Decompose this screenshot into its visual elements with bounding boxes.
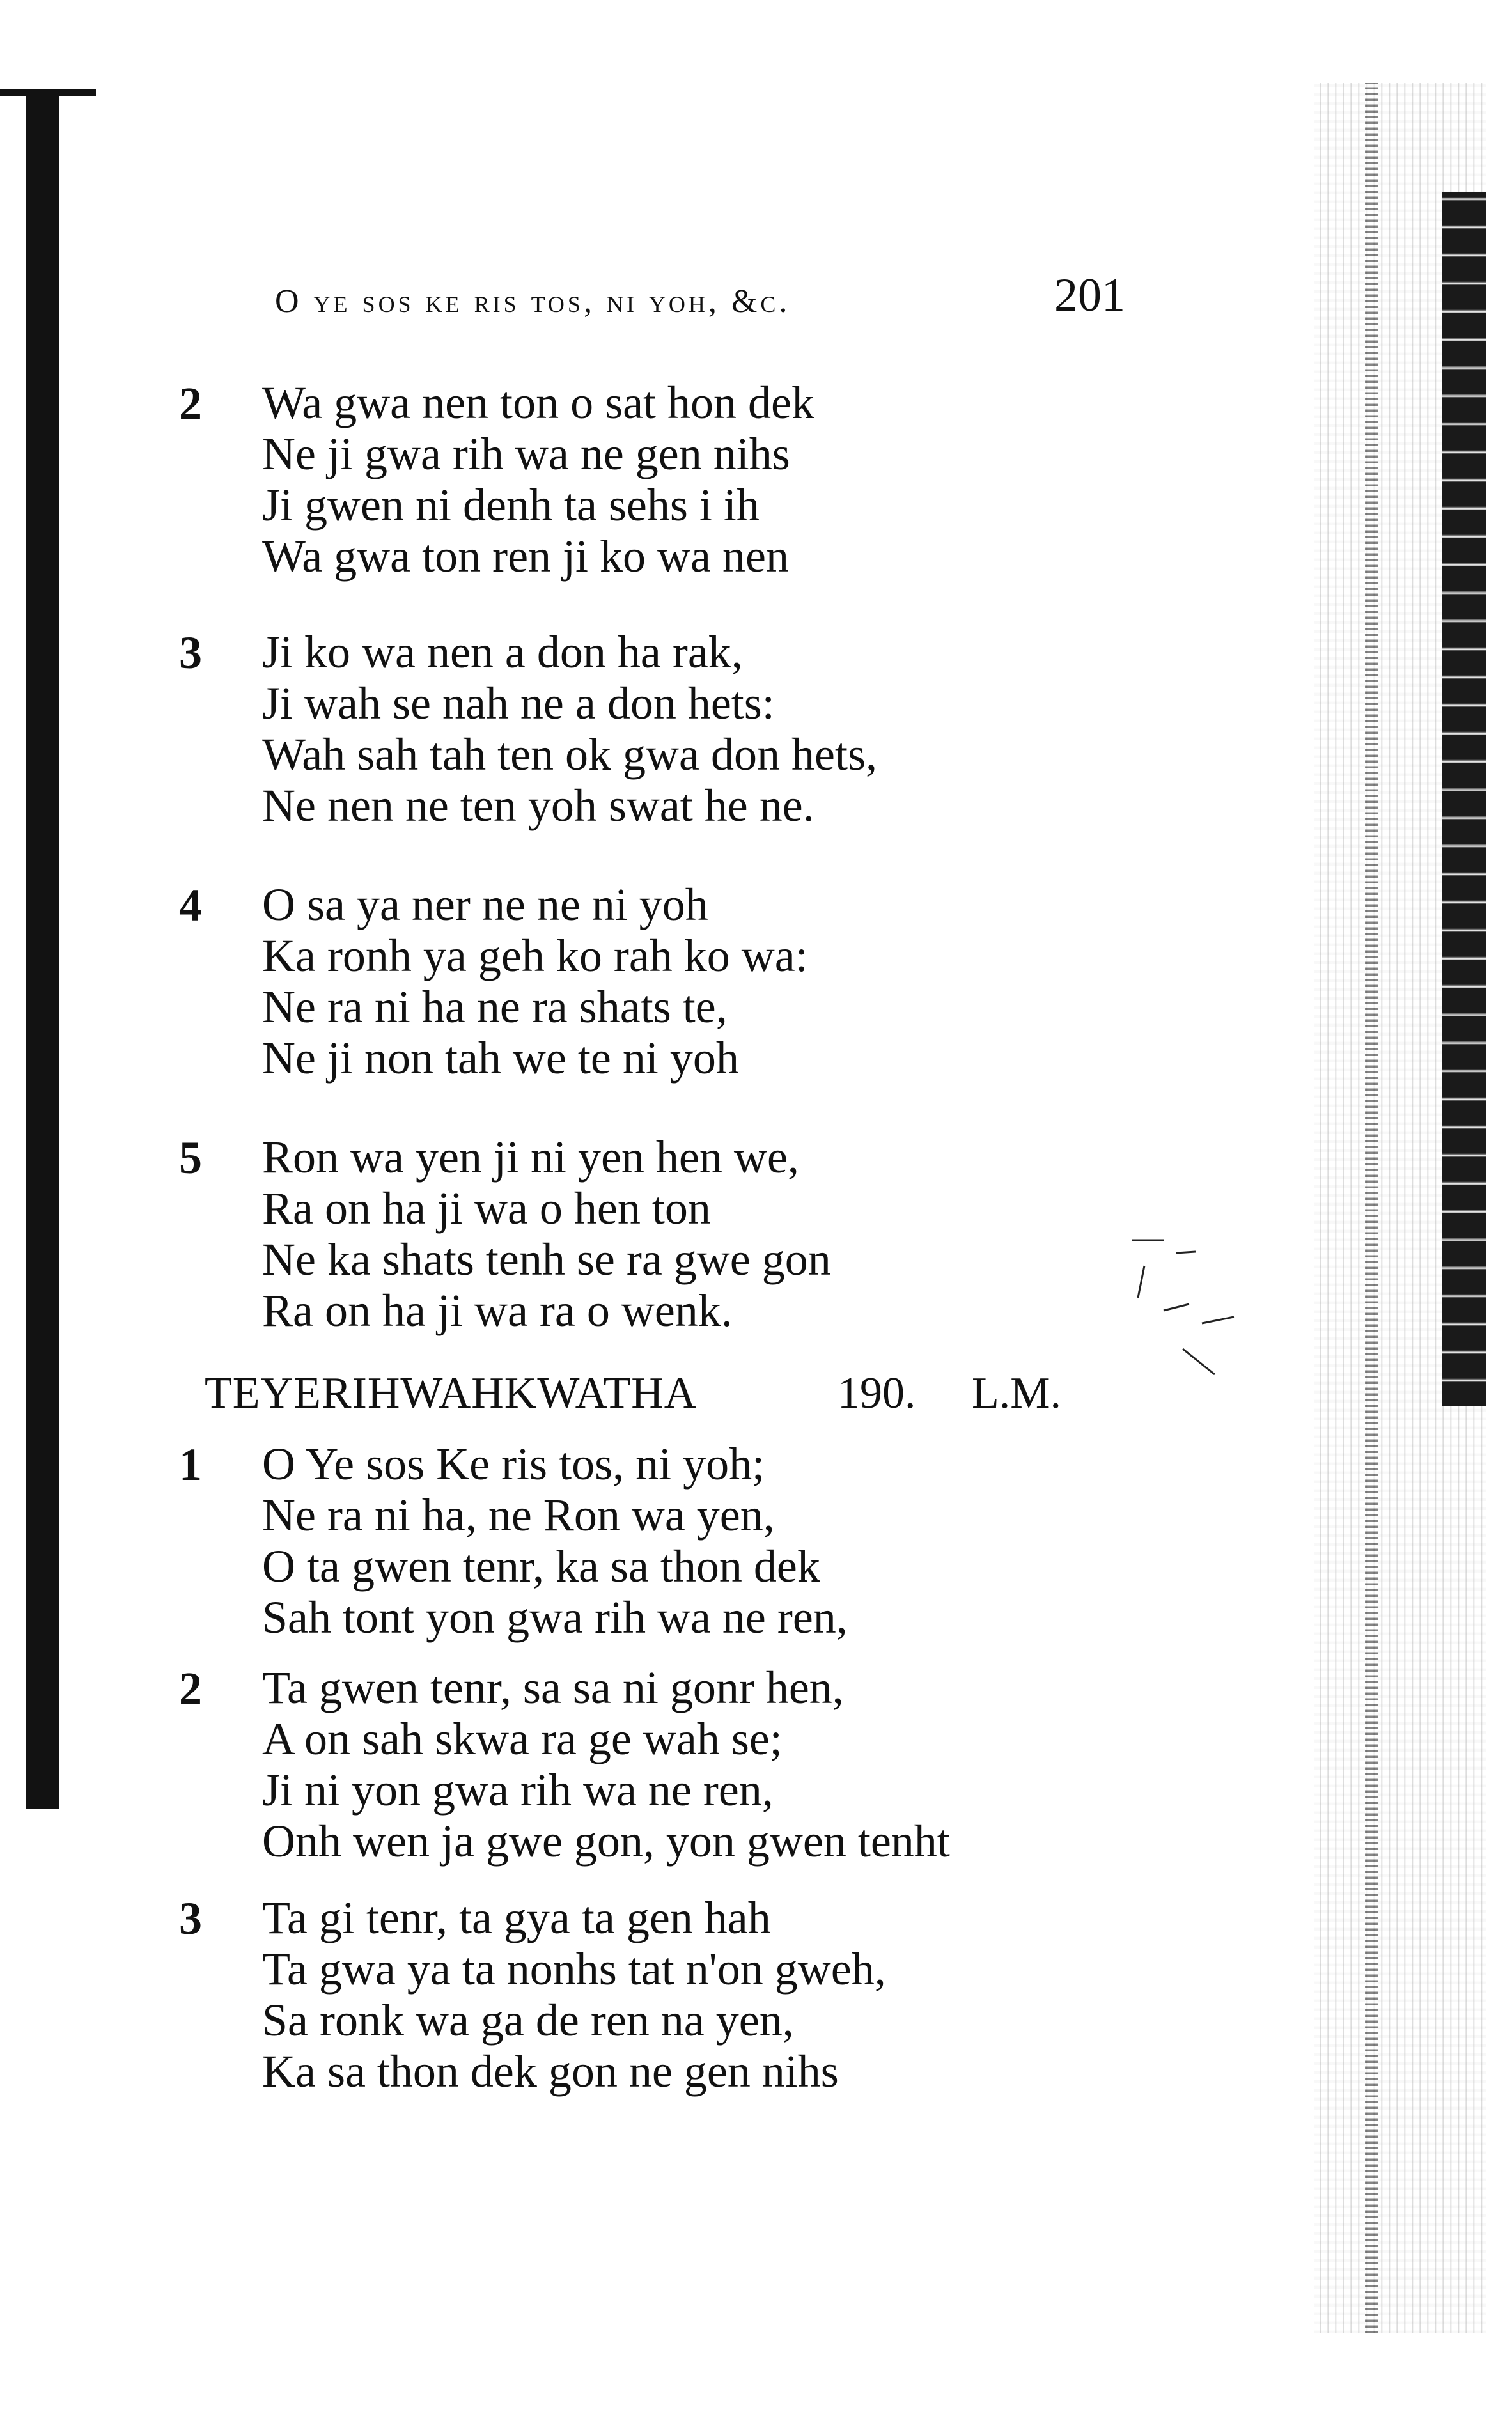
verse-line: Ta gi tenr, ta gya ta gen hah: [262, 1892, 771, 1943]
verse-line: Ra on ha ji wa ra o wenk.: [262, 1285, 733, 1336]
verse-line: Ji ko wa nen a don ha rak,: [262, 626, 743, 678]
verse-line: Ta gwen tenr, sa sa ni gonr hen,: [262, 1662, 844, 1713]
verse-line: Sa ronk wa ga de ren na yen,: [262, 1995, 794, 2046]
verse-line: Wa gwa ton ren ji ko wa nen: [262, 531, 789, 582]
verse-line: Sah tont yon gwa rih wa ne ren,: [262, 1592, 848, 1643]
verse-line: Ta gwa ya ta nonhs tat n'on gweh,: [262, 1943, 886, 1995]
verse-line: Ne ji gwa rih wa ne gen nihs: [262, 428, 790, 479]
verse-line: Onh wen ja gwe gon, yon gwen tenht: [262, 1816, 950, 1867]
verse-line: Ji gwen ni denh ta sehs i ih: [262, 479, 760, 531]
verse-line: Ne ra ni ha, ne Ron wa yen,: [262, 1490, 775, 1541]
hymn-title: TEYERIHWAHKWATHA: [205, 1369, 698, 1418]
hymn-meter: L.M.: [972, 1369, 1061, 1418]
verse-line: A on sah skwa ra ge wah se;: [262, 1713, 783, 1764]
page-header: [275, 268, 1125, 332]
verse-line: Ra on ha ji wa o hen ton: [262, 1183, 711, 1234]
verse-line: Wah sah tah ten ok gwa don hets,: [262, 729, 877, 780]
stanza-number: 2: [179, 378, 202, 429]
verse-line: Ka sa thon dek gon ne gen nihs: [262, 2046, 839, 2097]
verse-line: Ron wa yen ji ni yen hen we,: [262, 1132, 799, 1183]
stanza-number: 5: [179, 1132, 202, 1183]
hymn-number: 190.: [838, 1369, 916, 1418]
verse-line: Ne ji non tah we te ni yoh: [262, 1032, 739, 1084]
verse-line: Ne ka shats tenh se ra gwe gon: [262, 1234, 831, 1285]
verse-line: Ji wah se nah ne a don hets:: [262, 678, 775, 729]
verse-line: O ta gwen tenr, ka sa thon dek: [262, 1541, 820, 1592]
stanza-number: 2: [179, 1663, 202, 1714]
binding-edge-shadow: [26, 89, 59, 1809]
verse-line: Ji ni yon gwa rih wa ne ren,: [262, 1764, 774, 1816]
verse-line: Ka ronh ya geh ko rah ko wa:: [262, 930, 808, 981]
verse-line: Ne nen ne ten yoh swat he ne.: [262, 780, 814, 831]
page-edge-dotted-line: [1365, 83, 1378, 2333]
verse-line: O Ye sos Ke ris tos, ni yoh;: [262, 1438, 765, 1490]
stanza-number: 3: [179, 1893, 202, 1944]
verse-line: Ne ra ni ha ne ra shats te,: [262, 981, 728, 1032]
page-edge-dark-band: [1442, 192, 1486, 1406]
verse-line: O sa ya ner ne ne ni yoh: [262, 879, 708, 930]
stanza-number: 3: [179, 627, 202, 678]
page-number: 201: [1054, 269, 1125, 322]
verse-line: Wa gwa nen ton o sat hon dek: [262, 377, 814, 428]
stanza-number: 4: [179, 880, 202, 931]
hymn-heading: [205, 1368, 1074, 1426]
running-title: O ye sos ke ris tos, ni yoh, &c.: [275, 283, 791, 320]
stanza-number: 1: [179, 1439, 202, 1490]
ink-speck-marks: [1125, 1227, 1240, 1394]
